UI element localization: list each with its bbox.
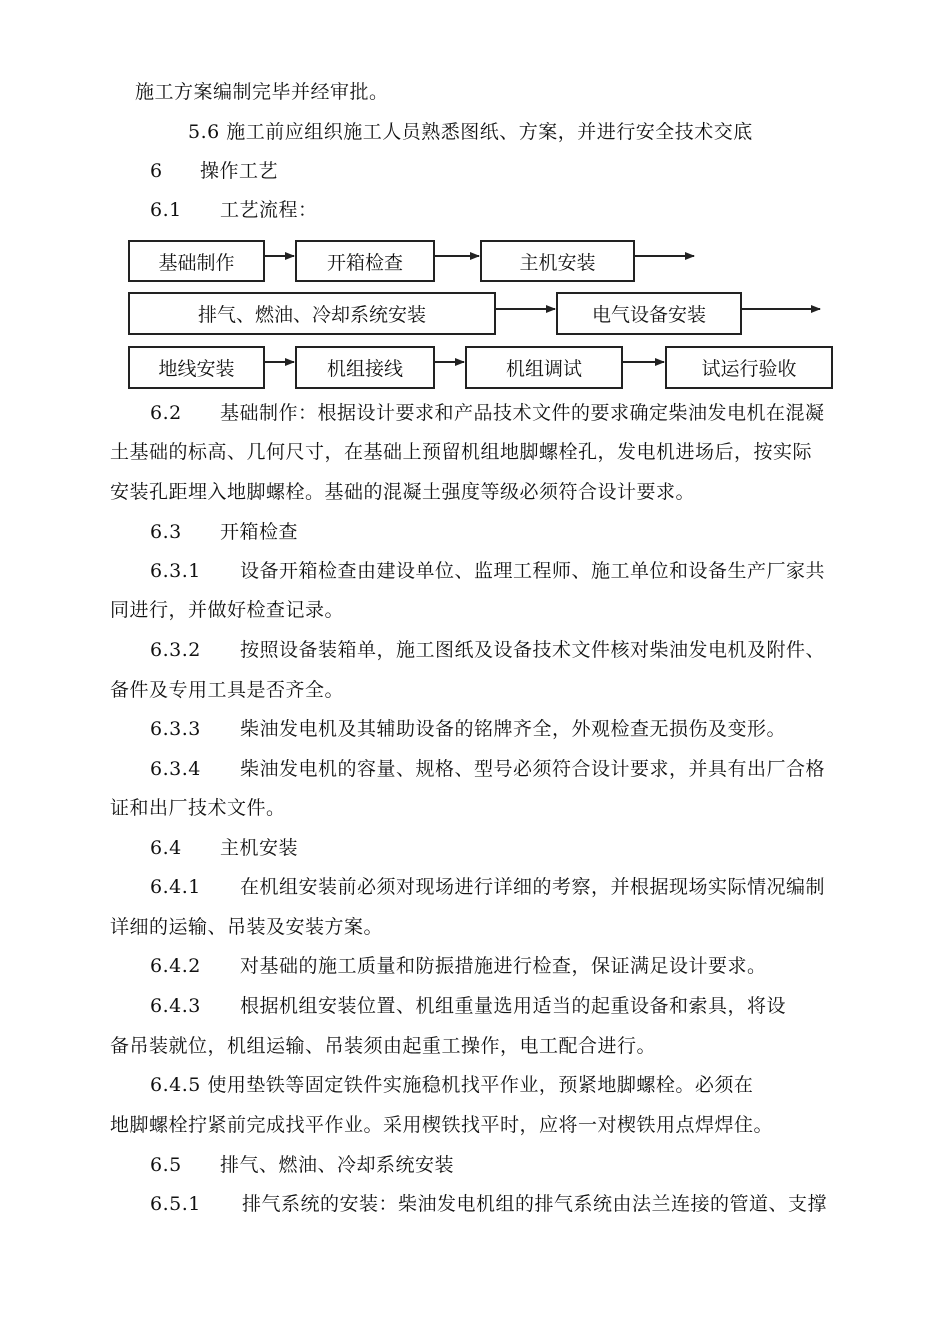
- section-number: 6.4.1: [150, 876, 201, 898]
- text-line: 土基础的标高、几何尺寸，在基础上预留机组地脚螺栓孔，发电机进场后，按实际: [110, 441, 813, 463]
- flow-step-acceptance: 试运行验收: [665, 346, 833, 389]
- paragraph-6-4-1: [150, 875, 825, 899]
- section-number: 6.4.2: [150, 955, 201, 977]
- paragraph-text: 柴油发电机及其辅助设备的铭牌齐全，外观检查无损伤及变形。: [240, 718, 787, 740]
- flow-step-foundation: 基础制作: [128, 240, 265, 282]
- section-number: 6.3.4: [150, 758, 201, 780]
- flow-step-wiring: 机组接线: [295, 346, 435, 389]
- section-number: 6.4.3: [150, 995, 201, 1017]
- section-heading-6-3: [150, 520, 298, 544]
- section-title: 开箱检查: [220, 521, 299, 543]
- section-number: 6.4: [150, 837, 182, 859]
- section-number: 6: [150, 160, 163, 182]
- paragraph-6-2: [150, 401, 825, 425]
- section-number: 6.3: [150, 521, 182, 543]
- paragraph-text: 设备开箱检查由建设单位、监理工程师、施工单位和设备生产厂家共: [240, 560, 826, 582]
- paragraph-text: 对基础的施工质量和防振措施进行检查，保证满足设计要求。: [240, 955, 767, 977]
- section-title: 工艺流程：: [220, 199, 318, 221]
- flow-step-unpacking: 开箱检查: [295, 240, 435, 282]
- paragraph-text: 排气系统的安装：柴油发电机组的排气系统由法兰连接的管道、支撑: [242, 1193, 828, 1215]
- text-line: 证和出厂技术文件。: [110, 797, 286, 819]
- text-line: 同进行，并做好检查记录。: [110, 599, 345, 621]
- section-title: 主机安装: [220, 837, 299, 859]
- paragraph-text: 柴油发电机的容量、规格、型号必须符合设计要求，并具有出厂合格: [240, 758, 826, 780]
- text-line: 备件及专用工具是否齐全。: [110, 679, 345, 701]
- section-title: 操作工艺: [200, 160, 279, 182]
- section-heading-6-4: [150, 836, 298, 860]
- section-number: 6.3.2: [150, 639, 201, 661]
- text-line: 施工方案编制完毕并经审批。: [135, 81, 389, 103]
- paragraph-text: 基础制作：根据设计要求和产品技术文件的要求确定柴油发电机在混凝: [220, 402, 825, 424]
- section-heading-6-5: [150, 1153, 454, 1177]
- section-number: 6.5: [150, 1154, 182, 1176]
- text-line: 地脚螺栓拧紧前完成找平作业。采用楔铁找平时，应将一对楔铁用点焊焊住。: [110, 1114, 774, 1136]
- paragraph-6-4-3: [150, 994, 786, 1018]
- section-number: 6.1: [150, 199, 182, 221]
- paragraph-6-3-4: [150, 757, 825, 781]
- flow-step-commissioning: 机组调试: [465, 346, 623, 389]
- section-number: 6.2: [150, 402, 182, 424]
- paragraph-6-3-1: [150, 559, 825, 583]
- paragraph-text: 按照设备装箱单，施工图纸及设备技术文件核对柴油发电机及附件、: [240, 639, 826, 661]
- paragraph-text: 根据机组安装位置、机组重量选用适当的起重设备和索具，将设: [240, 995, 787, 1017]
- paragraph-6-3-2: [150, 638, 825, 662]
- flow-step-grounding: 地线安装: [128, 346, 265, 389]
- section-number: 6.3.1: [150, 560, 201, 582]
- text-line: 详细的运输、吊装及安装方案。: [110, 916, 384, 938]
- section-number: 6.5.1: [150, 1193, 201, 1215]
- flow-step-exhaust-fuel-cooling: 排气、燃油、冷却系统安装: [128, 292, 496, 335]
- paragraph-6-5-1: [150, 1192, 827, 1216]
- flowchart-arrows: [0, 0, 950, 400]
- text-line: 安装孔距埋入地脚螺栓。基础的混凝土强度等级必须符合设计要求。: [110, 481, 696, 503]
- text-line: 5.6 施工前应组织施工人员熟悉图纸、方案，并进行安全技术交底: [188, 121, 753, 143]
- section-number: 6.3.3: [150, 718, 201, 740]
- paragraph-6-3-3: [150, 717, 786, 741]
- paragraph-6-4-5: 6.4.5 使用垫铁等固定铁件实施稳机找平作业，预紧地脚螺栓。必须在: [150, 1074, 754, 1096]
- flow-step-main-install: 主机安装: [480, 240, 635, 282]
- paragraph-6-4-2: [150, 954, 767, 978]
- flow-step-electrical: 电气设备安装: [556, 292, 742, 335]
- section-title: 排气、燃油、冷却系统安装: [220, 1154, 455, 1176]
- paragraph-text: 在机组安装前必须对现场进行详细的考察，并根据现场实际情况编制: [240, 876, 826, 898]
- text-line: 备吊装就位，机组运输、吊装须由起重工操作，电工配合进行。: [110, 1035, 657, 1057]
